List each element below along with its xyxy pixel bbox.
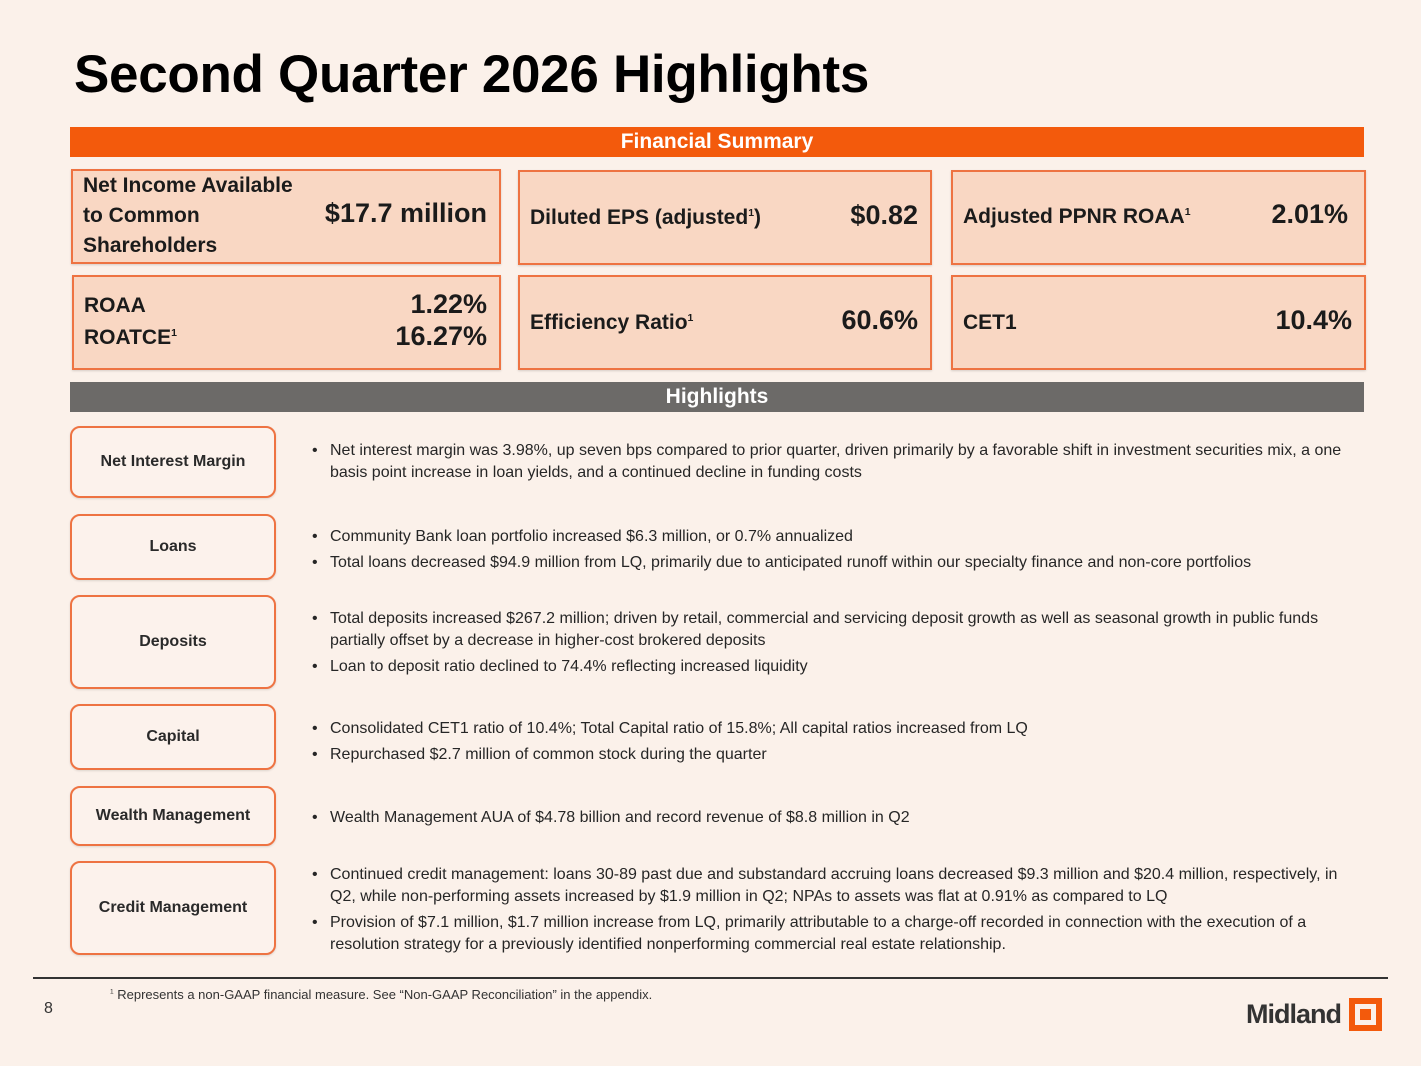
ppnr-roaa-label: Adjusted PPNR ROAA$^1$ <box>963 205 1191 228</box>
list-item: • Wealth Management AUA of $4.78 billion and record revenue of $8.8 million in Q2 <box>312 807 1364 829</box>
roaa-roatce-card <box>72 275 501 370</box>
efficiency-ratio-value: 60.6% <box>841 305 918 335</box>
list-item: • Total deposits increased $267.2 million; driven by retail, commercial and servicing deposit growth as well as seasonal growth in public funds partially offset by a decrease in higher-cost brokered deposits <box>312 608 1364 652</box>
financial-summary-header: Financial Summary <box>70 127 1364 157</box>
net-interest-margin-bullets <box>312 440 1364 488</box>
cet1-value: 10.4% <box>1275 305 1352 335</box>
list-item: • Community Bank loan portfolio increased $6.3 million, or 0.7% annualized <box>312 526 1364 548</box>
diluted-eps-label: Diluted EPS (adjusted$^1$) <box>530 206 762 229</box>
highlights-header: Highlights <box>70 382 1364 412</box>
midland-square-logo-icon <box>1349 998 1382 1031</box>
diluted-eps-card <box>518 170 932 265</box>
deposits-bullets <box>312 608 1364 682</box>
list-item: • Repurchased $2.7 million of common stock during the quarter <box>312 744 1364 766</box>
efficiency-ratio-label: Efficiency Ratio$^1$ <box>530 311 694 334</box>
category-deposits: Deposits <box>70 595 276 689</box>
list-item: • Total loans decreased $94.9 million from LQ, primarily due to anticipated runoff within our specialty finance and non-core portfolios <box>312 552 1364 574</box>
ppnr-roaa-value: 2.01% <box>1271 199 1348 229</box>
roatce-label: ROATCE$^1$ <box>84 326 177 349</box>
logo-wordmark: Midland <box>1246 998 1341 1029</box>
category-net-interest-margin: Net Interest Margin <box>70 426 276 498</box>
list-item: • Continued credit management: loans 30-89 past due and substandard accruing loans decreased $9.3 million and $20.4 million, respectively, in Q2, while non-performing assets increased by $1.9 million in Q2; NPAs to assets was flat at 0.91% as compared to LQ <box>312 864 1364 908</box>
net-income-label-line-3: Shareholders <box>83 234 218 257</box>
net-income-card <box>71 169 501 264</box>
credit-management-bullets <box>312 864 1364 960</box>
category-capital: Capital <box>70 704 276 770</box>
list-item: • Consolidated CET1 ratio of 10.4%; Total Capital ratio of 15.8%; All capital ratios increased from LQ <box>312 718 1364 740</box>
category-loans: Loans <box>70 514 276 580</box>
efficiency-ratio-card <box>518 275 932 370</box>
midland-logo <box>1246 996 1382 1032</box>
page-number: 8 <box>44 1000 53 1017</box>
diluted-eps-value: $0.82 <box>850 200 918 230</box>
page-title: Second Quarter 2026 Highlights <box>74 45 870 104</box>
roaa-label: ROAA <box>84 294 146 317</box>
cet1-card <box>951 275 1366 370</box>
wealth-management-bullets <box>312 807 1364 833</box>
list-item: • Provision of $7.1 million, $1.7 million increase from LQ, primarily attributable to a charge-off recorded in connection with the execution of a resolution strategy for a previously identified nonperforming commercial real estate relationship. <box>312 912 1364 956</box>
list-item: • Net interest margin was 3.98%, up seven bps compared to prior quarter, driven primarily by a favorable shift in investment securities mix, a one basis point increase in loan yields, and a continued decline in funding costs <box>312 440 1364 484</box>
net-income-label-line-1: Net Income Available <box>83 174 293 197</box>
loans-bullets <box>312 526 1364 578</box>
footer-divider <box>33 977 1388 979</box>
ppnr-roaa-card <box>951 170 1366 265</box>
net-income-label-line-2: to Common <box>83 204 200 227</box>
roatce-value: 16.27% <box>395 321 487 351</box>
list-item: • Loan to deposit ratio declined to 74.4% reflecting increased liquidity <box>312 656 1364 678</box>
capital-bullets <box>312 718 1364 770</box>
category-wealth-management: Wealth Management <box>70 786 276 846</box>
net-income-value: $17.7 million <box>324 198 487 228</box>
cet1-label: CET1 <box>963 311 1017 334</box>
footnote: $^1$ Represents a non-GAAP financial measure. See “Non-GAAP Reconciliation” in the appendix. <box>110 987 653 1002</box>
category-credit-management: Credit Management <box>70 861 276 955</box>
roaa-value: 1.22% <box>410 289 487 319</box>
